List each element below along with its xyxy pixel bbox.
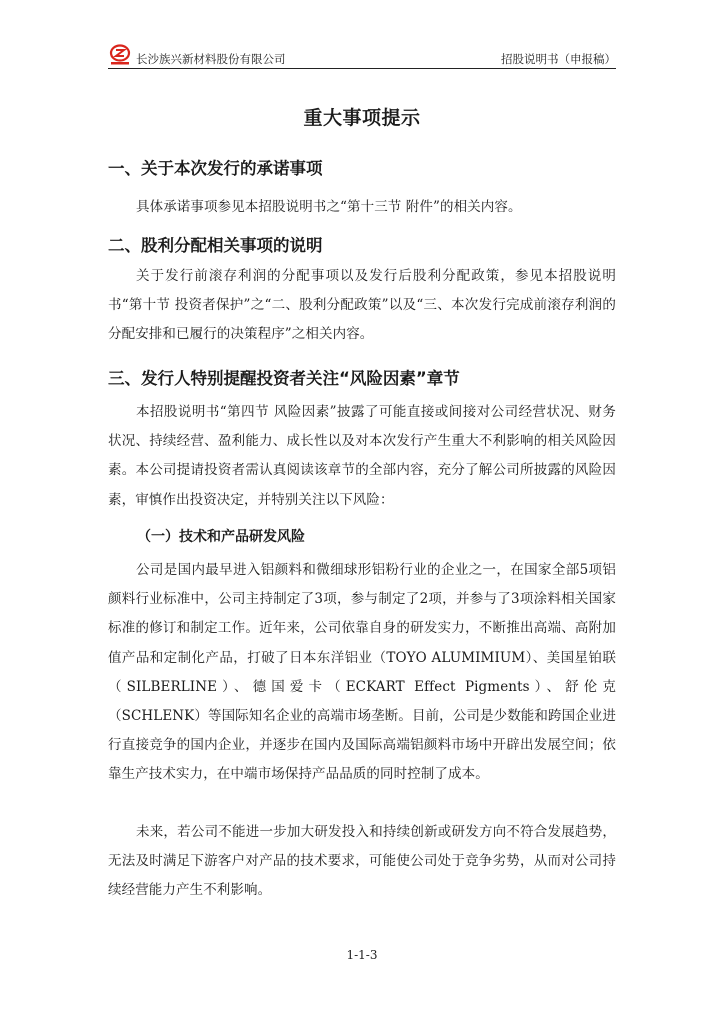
company-logo-icon [108,44,132,66]
paragraph: 关于发行前滚存利润的分配事项以及发行后股利分配政策，参见本招股说明书“第十节 投资者保护”之“二、股利分配政策”以及“三、本次发行完成前滚存利润的分配安排和已履行的决策程序”之相关内容。 [108,268,616,343]
section-heading-3: 三、发行人特别提醒投资者关注“风险因素”章节 [108,369,460,388]
page-header [108,42,616,69]
company-name: 长沙族兴新材料股份有限公司 [136,52,286,66]
paragraph: 未来，若公司不能进一步加大研发投入和持续创新或研发方向不符合发展趋势，无法及时满足下游客户对产品的技术要求，可能使公司处于竞争劣势，从而对公司持续经营能力产生不利影响。 [108,824,616,899]
paragraph: 具体承诺事项参见本招股说明书之“第十三节 附件”的相关内容。 [136,199,522,215]
paragraph: 公司是国内最早进入铝颜料和微细球形铝粉行业的企业之一，在国家全部5项铝颜料行业标准中，公司主持制定了3项，参与制定了2项，并参与了3项涂料相关国家标准的修订和制定工作。近年来，公司依靠自身的研发实力，不断推出高端、高附加值产品和定制化产品，打破了日本东洋铝业（TOYO ALUMIMIUM）、美国星铂联（SILBERLINE）、德国爱卡（ECKART Effect Pigments）、舒伦克（SCHLENK）等国际知名企业的高端市场垄断。目前，公司是少数能和跨国企业进行直接竞争的国内企业，并逐步在国内及国际高端铝颜料市场中开辟出发展空间；依靠生产技术实力，在中端市场保持产品品质的同时控制了成本。 [108,562,616,783]
page-number: 1-1-3 [346,948,378,962]
section-heading-2: 二、股利分配相关事项的说明 [108,236,323,255]
page-title: 重大事项提示 [303,107,421,129]
subsection-heading: （一）技术和产品研发风险 [137,529,305,545]
section-heading-1: 一、关于本次发行的承诺事项 [108,159,323,178]
paragraph: 本招股说明书“第四节 风险因素”披露了可能直接或间接对公司经营状况、财务状况、持续经营、盈利能力、成长性以及对本次发行产生重大不利影响的相关风险因素。本公司提请投资者需认真阅读该章节的全部内容，充分了解公司所披露的风险因素，审慎作出投资决定，并特别关注以下风险： [108,404,616,508]
document-type: 招股说明书（申报稿） [501,52,616,66]
